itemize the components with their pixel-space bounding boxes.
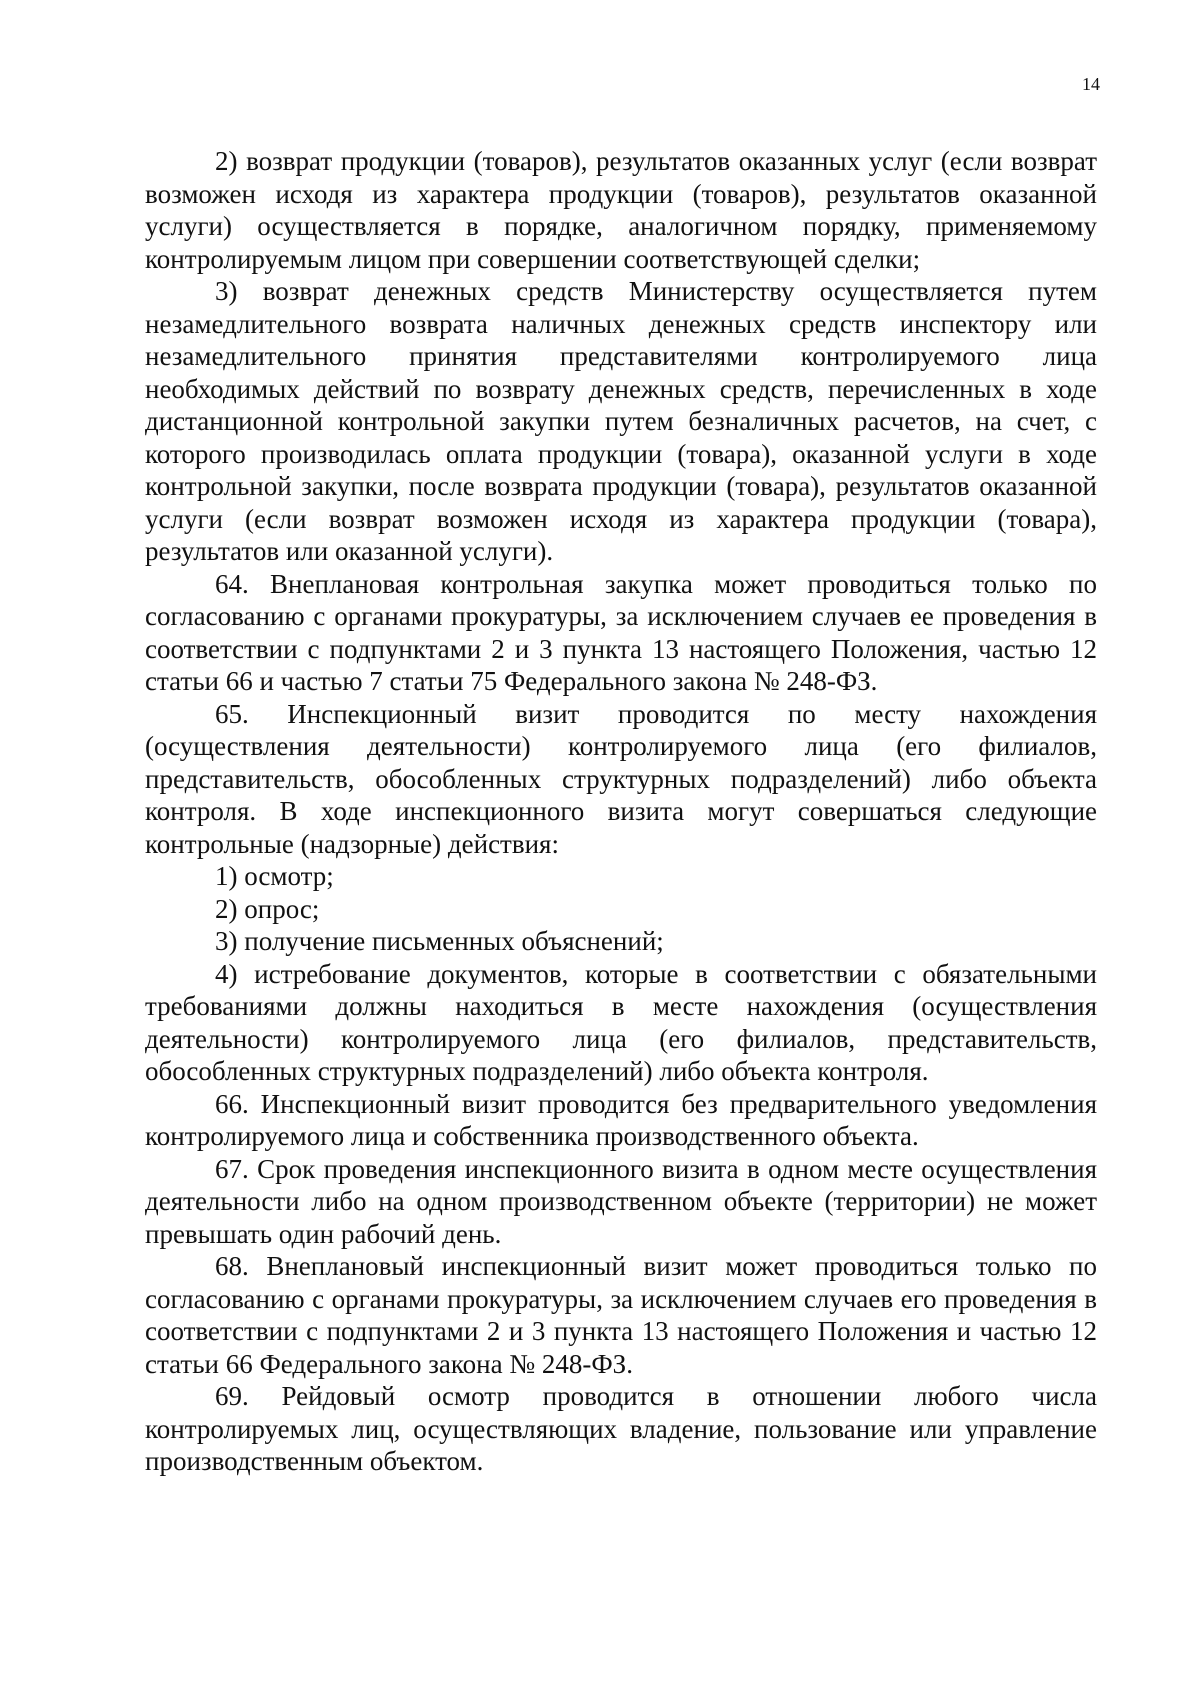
document-body xyxy=(145,145,1097,1478)
paragraph-64: 64. Внеплановая контрольная закупка может проводиться только по согласованию с органами прокуратуры, за исключением случаев ее проведения в соответствии с подпунктами 2 и 3 пункта 13 настоящего Положения, частью 12 статьи 66 и частью 7 статьи 75 Федерального закона № 248-ФЗ. xyxy=(145,568,1097,696)
list-item-written-explanations: 3) получение письменных объяснений; xyxy=(215,926,664,956)
paragraph-item-3-return-money: 3) возврат денежных средств Министерству осуществляется путем незамедлительного возврата наличных денежных средств инспектору или незамедлительного принятия представителями контролируемого лица необходимых действий по возврату денежных средств, перечисленных в ходе дистанционной контрольной закупки путем безналичных расчетов, на счет, с которого производилась оплата продукции (товара), оказанной услуги в ходе контрольной закупки, после возврата продукции (товара), результатов оказанной услуги (если возврат возможен исходя из характера продукции (товара), результатов или оказанной услуги). xyxy=(145,276,1097,566)
paragraph-69: 69. Рейдовый осмотр проводится в отношении любого числа контролируемых лиц, осуществляющих владение, пользование или управление производственным объектом. xyxy=(145,1381,1097,1476)
paragraph-item-2-return-goods: 2) возврат продукции (товаров), результатов оказанных услуг (если возврат возможен исходя из характера продукции (товаров), результатов оказанной услуги) осуществляется в порядке, аналогичном порядку, применяемому контролируемым лицом при совершении соответствующей сделки; xyxy=(145,146,1097,274)
page-number: 14 xyxy=(1082,74,1100,94)
paragraph-68: 68. Внеплановый инспекционный визит может проводиться только по согласованию с органами прокуратуры, за исключением случаев его проведения в соответствии с подпунктами 2 и 3 пункта 13 настоящего Положения и частью 12 статьи 66 Федерального закона № 248-ФЗ. xyxy=(145,1251,1097,1379)
paragraph-65: 65. Инспекционный визит проводится по месту нахождения (осуществления деятельности) контролируемого лица (его филиалов, представительств, обособленных структурных подразделений) либо объекта контроля. В ходе инспекционного визита могут совершаться следующие контрольные (надзорные) действия: xyxy=(145,698,1097,859)
list-item-document-request: 4) истребование документов, которые в соответствии с обязательными требованиями должны находиться в месте нахождения (осуществления деятельности) контролируемого лица (его филиалов, представительств, обособленных структурных подразделений) либо объекта контроля. xyxy=(145,958,1097,1086)
paragraph-67: 67. Срок проведения инспекционного визита в одном месте осуществления деятельности либо на одном производственном объекте (территории) не может превышать один рабочий день. xyxy=(145,1153,1097,1249)
paragraph-66: 66. Инспекционный визит проводится без предварительного уведомления контролируемого лица и собственника производственного объекта. xyxy=(145,1088,1097,1151)
list-item-inspection: 1) осмотр; xyxy=(215,861,334,891)
list-item-survey: 2) опрос; xyxy=(215,893,320,924)
